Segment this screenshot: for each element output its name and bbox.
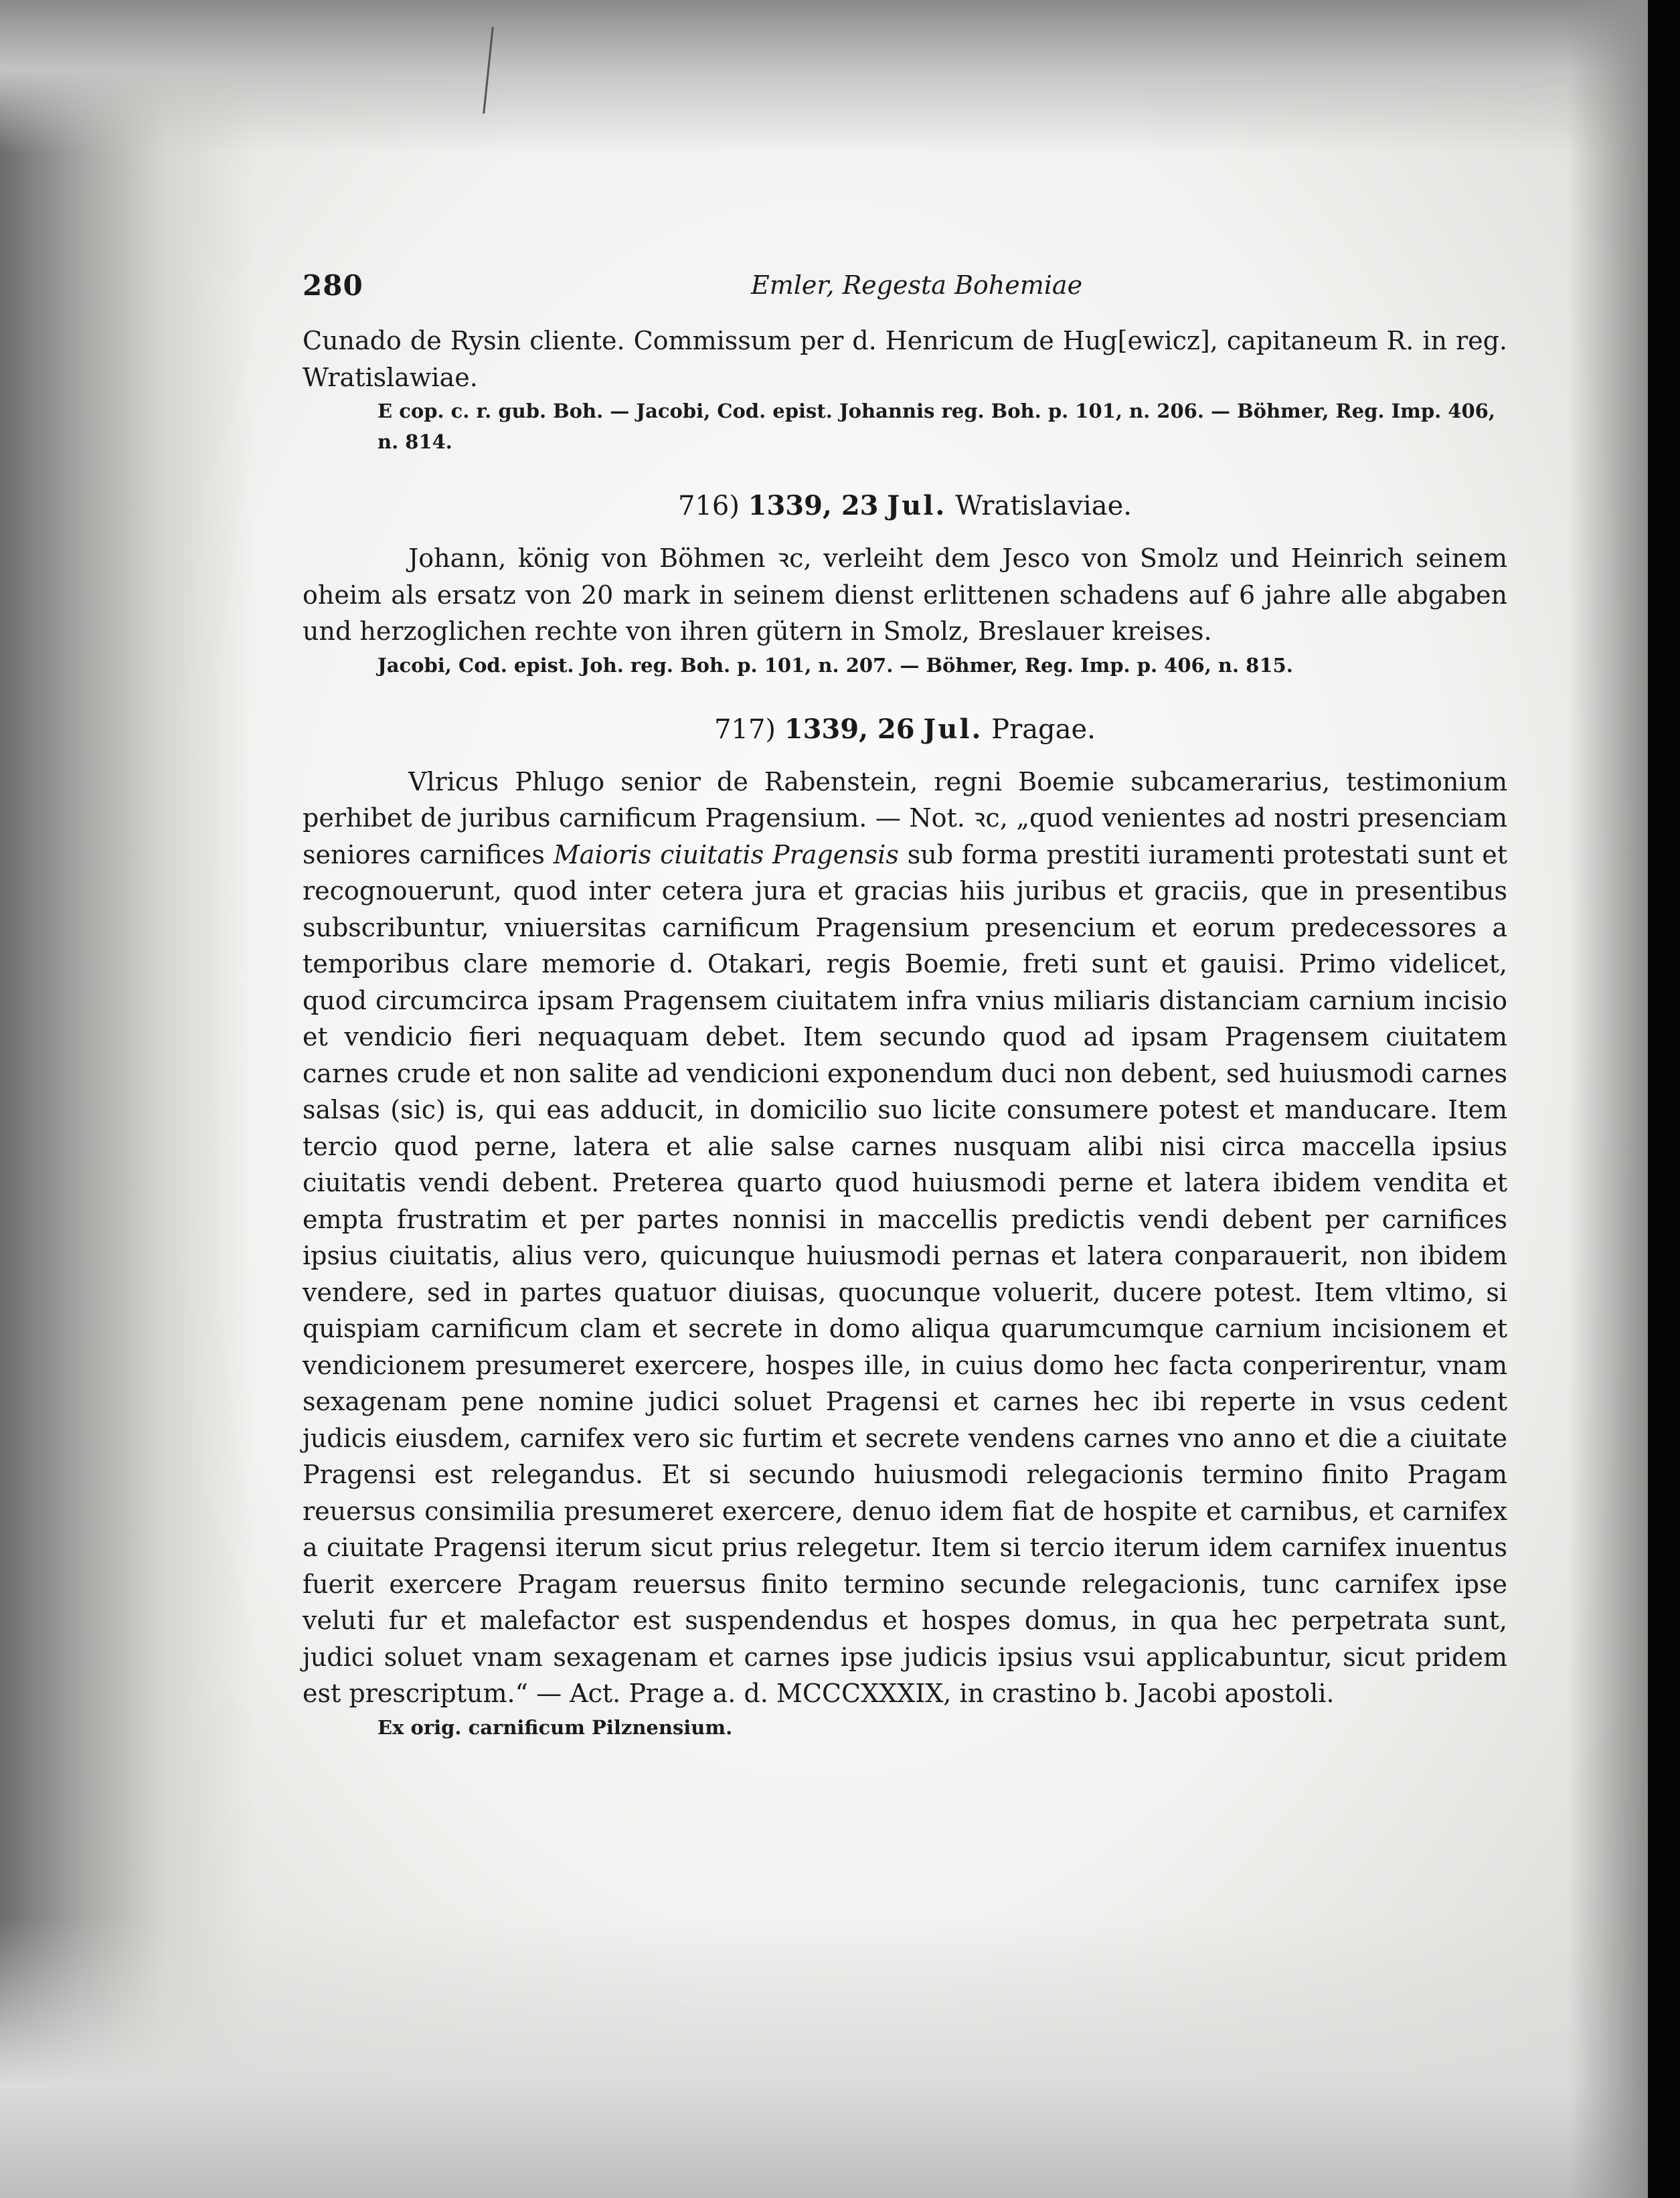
entry-text: Johann, könig von Böhmen ꝛc, verleiht dem Jesco von Smolz und Heinrich seinem oheim als ersatz von 20 mark in seinem dienst erlittenen schadens auf 6 jahre alle abgaben und herzoglichen rechte von ihren gütern in Smolz, Breslauer kreises. — [303, 543, 1507, 646]
right-edge-shadow — [1568, 0, 1648, 2198]
entry-date: 1339, 23 — [748, 490, 879, 521]
entry-month: Jul. — [923, 713, 983, 745]
entry-source-note: Ex orig. carnificum Pilznensium. — [377, 1715, 733, 1739]
entry-number: 716) — [677, 491, 740, 521]
binding-shadow — [0, 0, 254, 2198]
entry-place: Pragae. — [991, 713, 1096, 745]
entry-source-note: Jacobi, Cod. epist. Joh. reg. Boh. p. 101, n. 207. — Böhmer, Reg. Imp. p. 406, n. 815. — [377, 653, 1293, 677]
running-title: Emler, Regesta Bohemiae — [751, 270, 1083, 300]
continuation-text: Cunado de Rysin cliente. Commissum per d. Henricum de Hug[ewicz], capitaneum R. in reg. Wratislawiae. — [303, 326, 1507, 392]
top-shadow — [0, 0, 1648, 154]
page-edge — [1648, 0, 1680, 2198]
italic-phrase: Maioris ciuitatis Pragensis — [553, 839, 899, 869]
page-header — [303, 269, 1507, 323]
entry-heading — [303, 713, 1507, 746]
entry-text — [303, 764, 1507, 1712]
entry-text-part: sub forma prestiti iuramenti protestati sunt et recognouerunt, quod inter cetera jura et gracias hiis juribus et graciis, que in presentibus subscribuntur, vniuersitas carnificum Pragensium presencium et eorum predecessores a temporibus clare memorie d. Otakari, regis Boemie, freti sunt et gauisi. Primo videlicet, quod circumcirca ipsam Pragensem ciuitatem infra vnius miliaris distanciam carnium incisio et vendicio fieri nequaquam debet. Item secundo quod ad ipsam Pragensem ciuitatem carnes crude et non salite ad vendicioni exponendum duci non debent, sed huiusmodi carnes salsas (sic) is, qui eas adducit, in domicilio suo licite consumere potest et manducare. Item tercio quod perne, latera et alie salse carnes nusquam alibi nisi circa maccella ipsius ciuitatis vendi debent. Preterea quarto quod huiusmodi perne et latera ibidem vendita et empta frustratim et per partes nonnisi in maccellis predictis vendi debent per carnifices ipsius ciuitatis, alius vero, quicunque huiusmodi pernas et latera conparauerit, non ibidem vendere, sed in partes quatuor diuisas, quocunque voluerit, ducere potest. Item vltimo, si quispiam carnificum clam et secrete in domo aliqua quarumcumque carnium incisionem et vendicionem presumeret exercere, hospes ille, in cuius domo hec facta conperirentur, vnam sexagenam pene nomine judici soluet Pragensi et carnes hec ibi reperte in vsus cedent judicis eiusdem, carnifex vero sic furtim et secrete vendens carnes vno anno et die a ciuitate Pragensi est relegandus. Et si secundo huiusmodi relegacionis termino finito Pragam reuersus consimilia presumeret exercere, denuo idem fiat de hospite et carnibus, et carnifex a ciuitate Pragensi iterum sicut prius relegetur. Item si tercio iterum idem carnifex inuentus fuerit exercere Pragam reuersus finito termino secunde relegacionis, tunc carnifex ipse veluti fur et malefactor est suspendendus et hospes domus, in qua hec perpetrata sunt, judici soluet vnam sexagenam et carnes ipse judicis ipsius vsui applicabuntur, sicut pridem est prescriptum.“ — Act. Prage a. d. MCCCXXXIX, in crastino b. Jacobi apostoli. — [303, 839, 1507, 1708]
page-content — [303, 269, 1507, 1743]
entry-date: 1339, 26 — [784, 713, 915, 745]
continuation-source-note: E cop. c. r. gub. Boh. — Jacobi, Cod. epist. Johannis reg. Boh. p. 101, n. 206. — Böhmer, Reg. Imp. 406, n. 814. — [377, 400, 1495, 453]
entry-text-part: Vlricus Phlugo senior de Rabenstein, regni Boemie subcamerarius, testimonium perhibet de juribus carnificum Pragensium. — Not. ꝛc, „quod venientes ad nostri presenciam seniores carnifices — [303, 766, 1507, 869]
page-number: 280 — [303, 269, 363, 302]
entry-number: 717) — [714, 713, 776, 745]
entry-heading — [303, 489, 1507, 523]
entry-717 — [303, 713, 1507, 1743]
bottom-shadow — [0, 1917, 1648, 2198]
entry-month: Jul. — [887, 490, 947, 521]
entry-716 — [303, 489, 1507, 681]
entry-place: Wratislaviae. — [955, 491, 1132, 521]
